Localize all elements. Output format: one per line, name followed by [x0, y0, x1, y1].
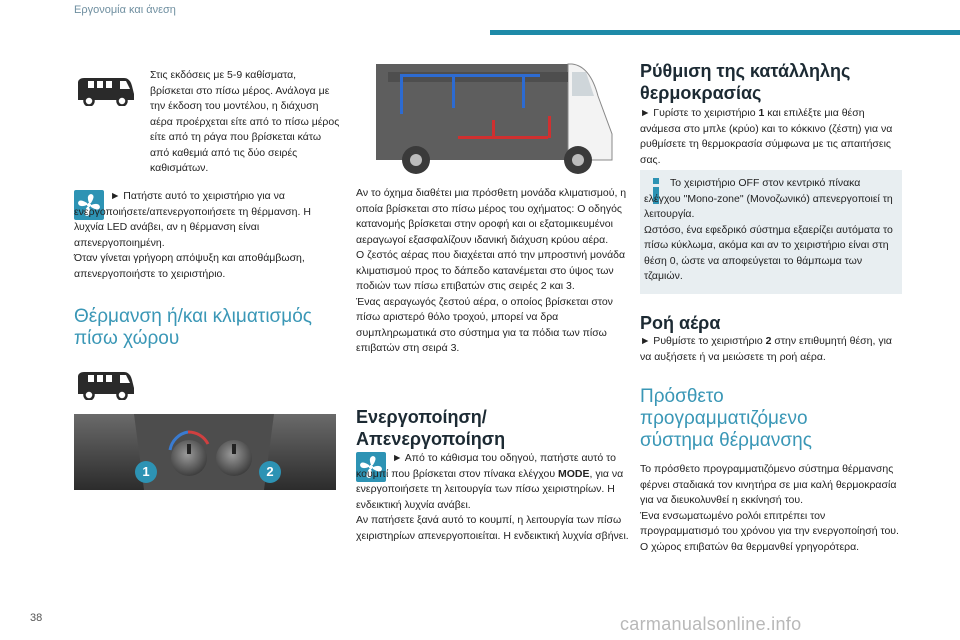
van-diagram: [372, 56, 618, 176]
heating-text-1: Το πρόσθετο προγραμματιζόμενο σύστημα θέρμανσης φέρνει σταδιακά τον κινητήρα σε μια καλή θερμοκρασία για να διευκολυνθεί η εκκίνησή του.: [640, 463, 897, 506]
fan-text: [74, 189, 340, 251]
temperature-text-b: και επιλέξτε μια θέση ανάμεσα στο μπλε (κρύο) και το κόκκινο (ζέστη) για να ρυθμίσετε τη θερμοκρασία σύμφωνα με τις απαιτήσεις σας.: [640, 107, 893, 166]
mode-label: MODE: [558, 467, 590, 480]
header-rule: [490, 30, 960, 35]
control-2-ref: 2: [765, 335, 772, 347]
info-text-1: Το χειριστήριο OFF στον κεντρικό πίνακα ελέγχου "Mono-zone" (Μονοζωνικό) απενεργοποιεί τη λειτουργία.: [644, 177, 893, 220]
van-icon: [74, 72, 136, 106]
heating-text-block: [640, 462, 902, 555]
airflow-text: [640, 334, 902, 365]
control-panel-photo: [74, 414, 336, 490]
van-icon-2: [74, 366, 136, 400]
temperature-text-a: ► Γυρίστε το χειριστήριο: [640, 107, 759, 119]
info-text: [644, 176, 896, 285]
fan-text-2: Όταν γίνεται γρήγορη απόψυξη και αποθάμβωση, απενεργοποιήστε το χειριστήριο.: [74, 252, 305, 280]
airflow-text-b: στην επιθυμητή θέση, για να αυξήσετε ή να μειώσετε τη ροή αέρα.: [640, 335, 892, 363]
fan-text-1: ► Πατήστε αυτό το χειριστήριο για να ενεργοποιήσετε/απενεργοποιήσετε τη θέρμανση. Η λυχνία LED ανάβει, αν η θέρμανση είναι απενεργοποιημένη.: [74, 190, 311, 249]
info-text-2: Ωστόσο, ένα εφεδρικό σύστημα εξαερίζει αυτόματα το πίσω κύκλωμα, ακόμα και αν το χειριστήριο είναι στη θέση 0, ώστε να αποφεύγεται το θάμπωμα των τζαμιών.: [644, 223, 893, 282]
page-number: 38: [30, 612, 43, 624]
col2-intro-block: [356, 186, 638, 357]
heating-title: Πρόσθετο προγραμματιζόμενο σύστημα θέρμανσης: [640, 386, 812, 451]
col2-intro: Αν το όχημα διαθέτει μια πρόσθετη μονάδα κλιματισμού, η οποία βρίσκεται στο πίσω μέρος του οχήματος: Ο οδηγός κατανομής βρίσκεται στην οροφή και οι εξατομικευμένοι αεραγωγοί εξασφαλίζουν ιδανική διάχυση κρύου αέρα.: [356, 187, 627, 246]
section-header: Εργονομία και άνεση: [74, 4, 176, 16]
activation-text: [356, 451, 638, 513]
badge-1: 1: [142, 464, 150, 479]
temperature-title: Ρύθμιση της κατάλληλης θερμοκρασίας: [640, 61, 851, 103]
activation-text-b: , για να ενεργοποιήσετε τη λειτουργία των πίσω χειριστηρίων. Η ενδεικτική λυχνία ανάβει.: [356, 467, 624, 511]
info-box: [640, 170, 902, 294]
activation-text-c: Αν πατήσετε ξανά αυτό το κουμπί, η λειτουργία των πίσω χειριστηρίων απενεργοποιείται. Η ενδεικτική λυχνία σβήνει.: [356, 514, 629, 542]
section-title: Θέρμανση ή/και κλιματισμός πίσω χώρου: [74, 306, 312, 349]
activation-title: Ενεργοποίηση/ Απενεργοποίηση: [356, 407, 506, 449]
van-text: Στις εκδόσεις με 5-9 καθίσματα, βρίσκεται στο πίσω μέρος. Ανάλογα με την έκδοση του μοντέλου, η διάχυση αέρα προέρχεται είτε από το πίσω μέρος είτε από τη ράγα που βρίσκεται κάτω από καθεμιά από τις δύο σειρές καθισμάτων.: [150, 69, 340, 174]
badge-2: 2: [266, 464, 274, 479]
airflow-text-a: ► Ρυθμίστε το χειριστήριο: [640, 335, 766, 347]
control-1-ref: 1: [758, 107, 765, 119]
col2-p2: Ο ζεστός αέρας που διαχέεται από την μπροστινή μονάδα κλιματισμού προς το δάπεδο κατανέμεται στο ύψος των ποδιών των πίσω επιβατών στις σειρές 2 και 3.: [356, 249, 626, 292]
temperature-text: [640, 106, 902, 168]
activation-text-a: ► Από το κάθισμα του οδηγού, πατήστε αυτό το κουμπί που βρίσκεται στον πίνακα ελέγχου: [356, 452, 616, 480]
airflow-title: Ροή αέρα: [640, 313, 721, 333]
watermark: carmanualsonline.info: [620, 614, 802, 634]
col2-p3: Ένας αεραγωγός ζεστού αέρα, ο οποίος βρίσκεται στον πίσω αριστερό θόλο τροχού, μπορεί να δρα συμπληρωματικά στο σύστημα για τα πόδια των πίσω επιβατών στη σειρά 3.: [356, 295, 613, 354]
heating-text-2: Ένα ενσωματωμένο ρολόι επιτρέπει τον προγραμματισμό του χρόνου για την ενεργοποίησή του. Ο χώρος επιβατών θα θερμανθεί γρηγορότερα.: [640, 509, 899, 553]
